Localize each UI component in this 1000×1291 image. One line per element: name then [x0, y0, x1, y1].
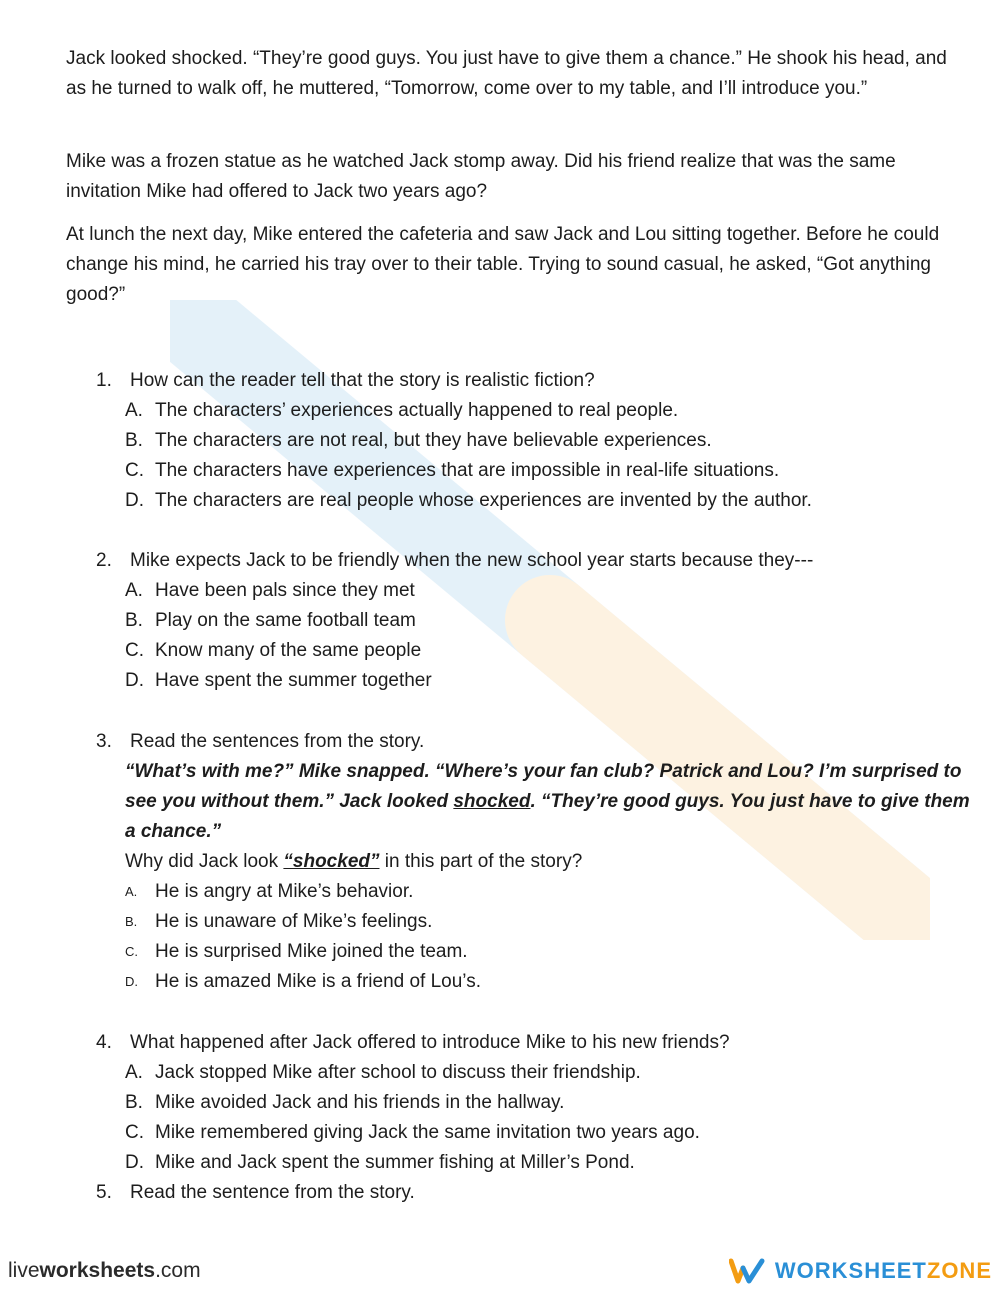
brand-text: live: [8, 1259, 40, 1282]
option-letter: C.: [125, 460, 144, 481]
option-text: Mike and Jack spent the summer fishing at Miller’s Pond.: [155, 1152, 635, 1173]
worksheetzone-w-logo-icon: [729, 1258, 765, 1284]
option-text: Mike avoided Jack and his friends in the hallway.: [155, 1092, 565, 1113]
story-paragraph: Jack looked shocked. “They’re good guys. You just have to give them a chance.” He shook his head, and as he turned to walk off, he muttered, “Tomorrow, come over to my table, and I’ll introduce you.”: [66, 48, 947, 99]
prompt-text: in this part of the story?: [379, 851, 583, 872]
option-letter: D.: [125, 974, 138, 989]
answer-option[interactable]: [125, 456, 976, 486]
answer-option[interactable]: [125, 636, 976, 666]
option-letter: A.: [125, 1062, 143, 1083]
option-text: The characters are not real, but they have believable experiences.: [155, 430, 712, 451]
question-text: How can the reader tell that the story is realistic fiction?: [130, 370, 595, 391]
option-text: Know many of the same people: [155, 640, 422, 661]
option-text: Jack stopped Mike after school to discuss their friendship.: [155, 1062, 641, 1083]
option-text: Have spent the summer together: [155, 670, 432, 691]
option-letter: D.: [125, 670, 144, 691]
question-3: [96, 727, 976, 997]
answer-option[interactable]: [125, 426, 976, 456]
question-prompt: [125, 847, 976, 877]
option-letter: C.: [125, 1122, 144, 1143]
question-number: 3.: [96, 731, 112, 752]
quote-text: . “They’re good guys. You just have to give them a chance.”: [125, 791, 970, 842]
option-letter: A.: [125, 400, 143, 421]
option-text: The characters are real people whose experiences are invented by the author.: [155, 490, 812, 511]
option-letter: D.: [125, 1152, 144, 1173]
question-2: [96, 546, 976, 696]
option-letter: B.: [125, 610, 143, 631]
answer-option[interactable]: [125, 877, 976, 907]
option-letter: B.: [125, 914, 138, 929]
option-text: Play on the same football team: [155, 610, 416, 631]
answer-option[interactable]: [125, 1148, 976, 1178]
answer-option[interactable]: [125, 1058, 976, 1088]
option-text: The characters have experiences that are impossible in real-life situations.: [155, 460, 780, 481]
liveworksheets-brand[interactable]: [8, 1259, 201, 1283]
answer-option[interactable]: [125, 907, 976, 937]
option-text: He is unaware of Mike’s feelings.: [155, 911, 433, 932]
option-text: He is surprised Mike joined the team.: [155, 941, 468, 962]
answer-option[interactable]: [125, 967, 976, 997]
story-quote: [125, 757, 976, 847]
answer-option[interactable]: [125, 1118, 976, 1148]
question-number: 4.: [96, 1032, 112, 1053]
brand-text-bold: worksheets: [39, 1259, 156, 1282]
option-letter: A.: [125, 580, 143, 601]
question-text: Read the sentences from the story.: [130, 731, 425, 752]
answer-option[interactable]: [125, 937, 976, 967]
question-number: 1.: [96, 370, 112, 391]
question-number: 5.: [96, 1182, 112, 1203]
story-paragraph: Mike was a frozen statue as he watched Jack stomp away. Did his friend realize that was the same invitation Mike had offered to Jack two years ago?: [66, 151, 896, 202]
answer-option[interactable]: [125, 576, 976, 606]
brand-text: .com: [155, 1259, 201, 1282]
option-text: Have been pals since they met: [155, 580, 415, 601]
question-4: [96, 1028, 976, 1208]
option-text: He is amazed Mike is a friend of Lou’s.: [155, 971, 481, 992]
answer-option[interactable]: [125, 666, 976, 696]
prompt-underlined-word: “shocked”: [283, 851, 380, 872]
option-text: The characters’ experiences actually happened to real people.: [155, 400, 679, 421]
prompt-text: Why did Jack look: [125, 851, 284, 872]
option-letter: A.: [125, 884, 138, 899]
question-text: What happened after Jack offered to introduce Mike to his new friends?: [130, 1032, 730, 1053]
option-letter: B.: [125, 430, 143, 451]
story-paragraph: At lunch the next day, Mike entered the cafeteria and saw Jack and Lou sitting together. Before he could change his mind, he carried his tray over to their table. Trying to sound casual, he asked, “Got anything good?”: [66, 224, 940, 305]
brand-text-accent: ZONE: [926, 1258, 992, 1283]
brand-text: WORKSHEET: [774, 1258, 927, 1283]
question-number: 2.: [96, 550, 112, 571]
answer-option[interactable]: [125, 606, 976, 636]
answer-option[interactable]: [125, 486, 976, 516]
worksheetzone-brand[interactable]: [729, 1258, 992, 1284]
question-text: Mike expects Jack to be friendly when the new school year starts because they---: [130, 550, 814, 571]
question-text: Read the sentence from the story.: [130, 1182, 415, 1203]
option-letter: C.: [125, 944, 138, 959]
question-1: [96, 366, 976, 516]
answer-option[interactable]: [125, 396, 976, 426]
option-letter: D.: [125, 490, 144, 511]
answer-option[interactable]: [125, 1088, 976, 1118]
option-text: He is angry at Mike’s behavior.: [155, 881, 414, 902]
quote-text: “What’s with me?” Mike snapped. “Where’s your fan club? Patrick and Lou? I’m surprised to see you without them.” Jack looked: [125, 761, 962, 812]
option-letter: B.: [125, 1092, 143, 1113]
option-letter: C.: [125, 640, 144, 661]
quote-underlined-word: shocked: [453, 791, 531, 812]
option-text: Mike remembered giving Jack the same invitation two years ago.: [155, 1122, 700, 1143]
